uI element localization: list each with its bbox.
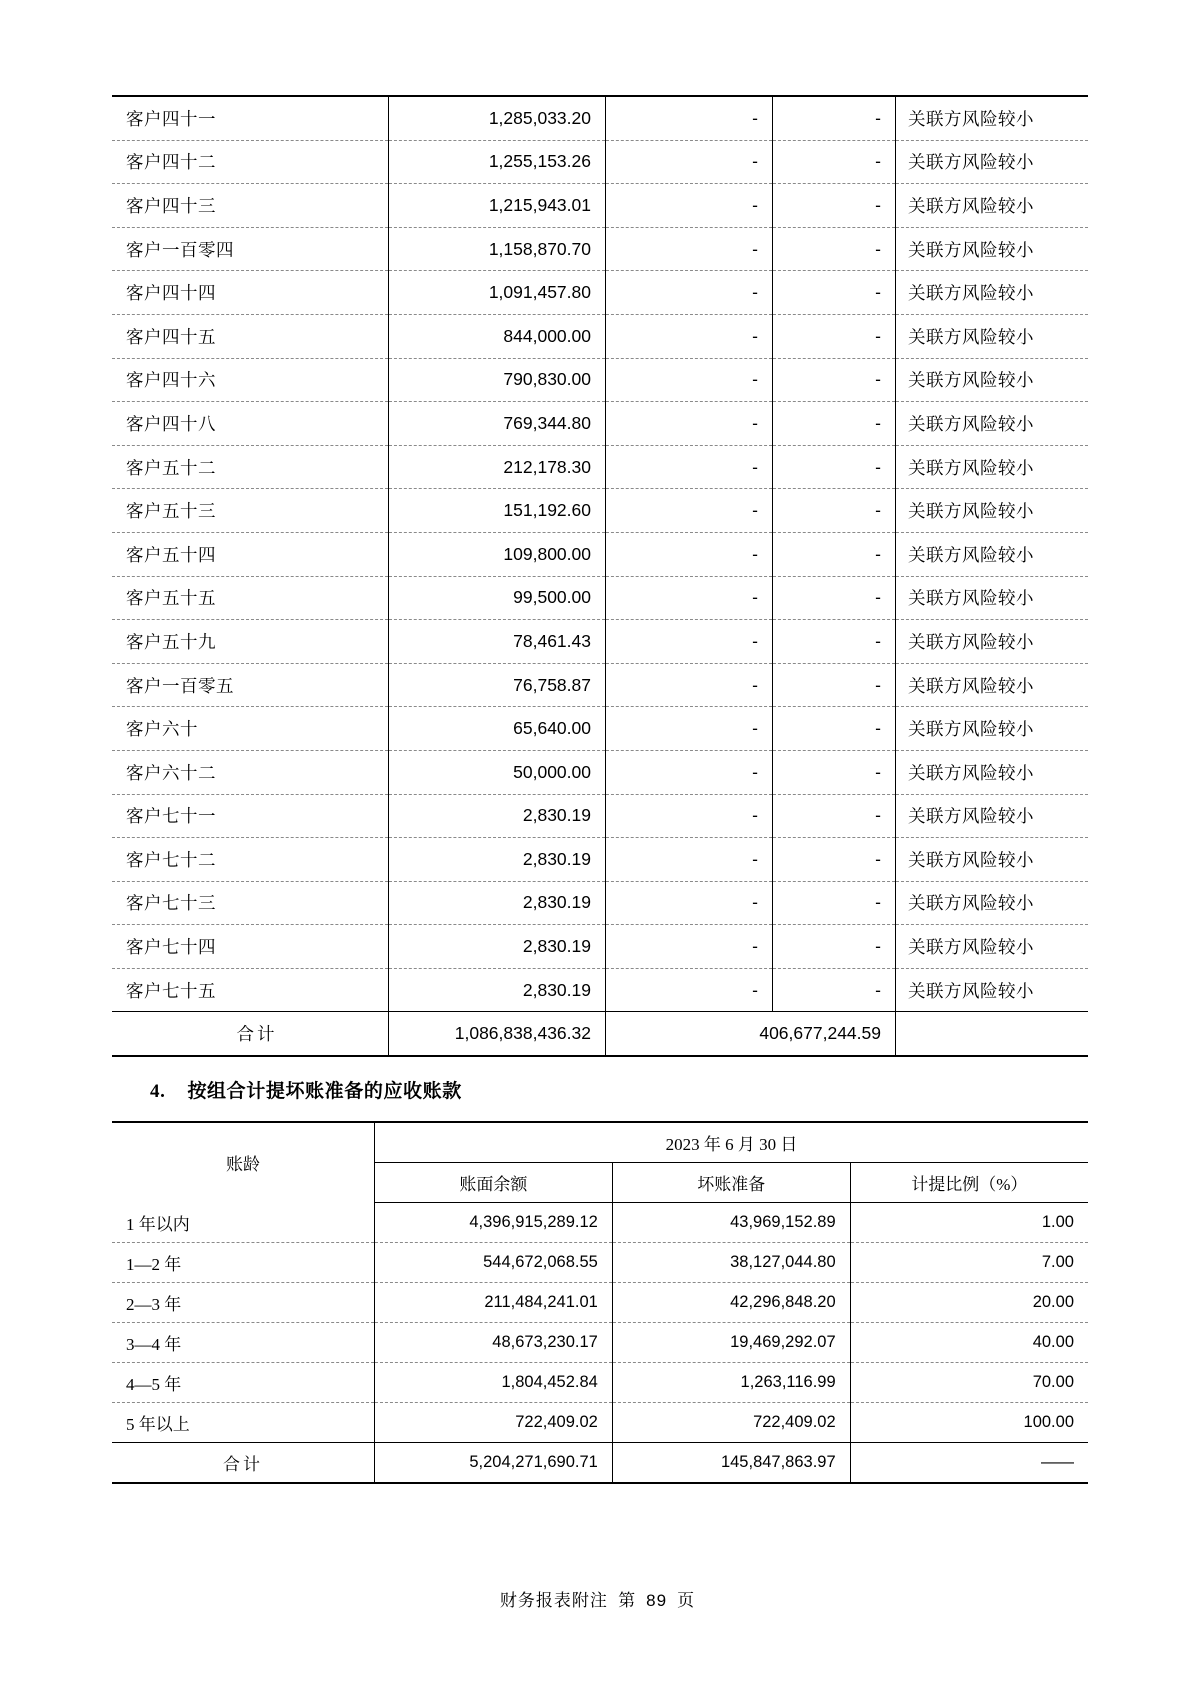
aging-bad-debt: 42,296,848.20 [612, 1283, 850, 1323]
customer-amount: 1,158,870.70 [389, 227, 606, 271]
customer-amount: 1,091,457.80 [389, 271, 606, 315]
customer-receivables-table [112, 95, 1088, 1057]
customer-col3: - [606, 576, 773, 620]
customer-amount: 65,640.00 [389, 707, 606, 751]
customer-col4: - [773, 489, 896, 533]
total-col3: 406,677,244.59 [606, 1012, 896, 1056]
table-row [112, 402, 1088, 446]
table-total-row [112, 1012, 1088, 1056]
customer-note: 关联方风险较小 [896, 576, 1089, 620]
table-row [112, 140, 1088, 184]
customer-note: 关联方风险较小 [896, 489, 1089, 533]
total-label: 合计 [112, 1443, 375, 1484]
aging-bucket: 3—4 年 [112, 1323, 375, 1363]
customer-col3: - [606, 750, 773, 794]
customer-name: 客户四十四 [112, 271, 389, 315]
customer-note: 关联方风险较小 [896, 794, 1089, 838]
aging-balance: 544,672,068.55 [375, 1243, 613, 1283]
customer-col4: - [773, 532, 896, 576]
aging-ratio: 100.00 [850, 1403, 1088, 1443]
customer-col3: - [606, 140, 773, 184]
table-row [112, 1323, 1088, 1363]
customer-name: 客户五十二 [112, 445, 389, 489]
total-bad-debt: 145,847,863.97 [612, 1443, 850, 1484]
table-row [112, 1363, 1088, 1403]
customer-amount: 790,830.00 [389, 358, 606, 402]
customer-col3: - [606, 445, 773, 489]
bad-debt-column-header: 坏账准备 [612, 1163, 850, 1203]
customer-note: 关联方风险较小 [896, 445, 1089, 489]
customer-col4: - [773, 96, 896, 140]
customer-name: 客户四十六 [112, 358, 389, 402]
aging-column-header: 账龄 [112, 1122, 375, 1203]
aging-balance: 722,409.02 [375, 1403, 613, 1443]
aging-bucket: 5 年以上 [112, 1403, 375, 1443]
aging-balance: 4,396,915,289.12 [375, 1203, 613, 1243]
customer-col4: - [773, 663, 896, 707]
ratio-column-header: 计提比例（%） [850, 1163, 1088, 1203]
aging-bucket: 1 年以内 [112, 1203, 375, 1243]
customer-amount: 1,255,153.26 [389, 140, 606, 184]
total-ratio: —— [850, 1443, 1088, 1484]
aging-bucket: 2—3 年 [112, 1283, 375, 1323]
aging-ratio: 20.00 [850, 1283, 1088, 1323]
customer-amount: 2,830.19 [389, 794, 606, 838]
customer-col3: - [606, 620, 773, 664]
customer-name: 客户四十八 [112, 402, 389, 446]
customer-col4: - [773, 881, 896, 925]
aging-header-row-1 [112, 1122, 1088, 1163]
customer-name: 客户四十三 [112, 184, 389, 228]
table-row [112, 968, 1088, 1012]
customer-col3: - [606, 881, 773, 925]
aging-bad-debt-table [112, 1121, 1088, 1484]
section-heading [112, 1076, 1088, 1103]
footer-title: 财务报表附注 [499, 1591, 608, 1610]
customer-amount: 50,000.00 [389, 750, 606, 794]
customer-note: 关联方风险较小 [896, 314, 1089, 358]
customer-name: 客户七十二 [112, 838, 389, 882]
customer-amount: 769,344.80 [389, 402, 606, 446]
total-amount: 1,086,838,436.32 [389, 1012, 606, 1056]
customer-col4: - [773, 925, 896, 969]
customer-note: 关联方风险较小 [896, 838, 1089, 882]
footer-page-suffix: 页 [677, 1591, 696, 1610]
customer-col3: - [606, 968, 773, 1012]
customer-col4: - [773, 271, 896, 315]
customer-name: 客户六十 [112, 707, 389, 751]
customer-col4: - [773, 445, 896, 489]
table-row [112, 620, 1088, 664]
customer-col3: - [606, 707, 773, 751]
table-row [112, 707, 1088, 751]
customer-note: 关联方风险较小 [896, 184, 1089, 228]
aging-ratio: 40.00 [850, 1323, 1088, 1363]
customer-note: 关联方风险较小 [896, 750, 1089, 794]
customer-col3: - [606, 925, 773, 969]
aging-balance: 48,673,230.17 [375, 1323, 613, 1363]
customer-amount: 2,830.19 [389, 838, 606, 882]
customer-note: 关联方风险较小 [896, 968, 1089, 1012]
table-row [112, 838, 1088, 882]
total-note [896, 1012, 1089, 1056]
customer-name: 客户五十三 [112, 489, 389, 533]
customer-col4: - [773, 794, 896, 838]
customer-col4: - [773, 140, 896, 184]
customer-col4: - [773, 184, 896, 228]
customer-amount: 212,178.30 [389, 445, 606, 489]
customer-name: 客户六十二 [112, 750, 389, 794]
customer-name: 客户七十五 [112, 968, 389, 1012]
page-footer [0, 1586, 1200, 1611]
customer-col3: - [606, 184, 773, 228]
table-row [112, 489, 1088, 533]
table-row [112, 881, 1088, 925]
table-row [112, 794, 1088, 838]
customer-col3: - [606, 794, 773, 838]
aging-ratio: 7.00 [850, 1243, 1088, 1283]
customer-amount: 151,192.60 [389, 489, 606, 533]
table-row [112, 532, 1088, 576]
customer-col4: - [773, 227, 896, 271]
table-row [112, 314, 1088, 358]
table-row [112, 96, 1088, 140]
customer-name: 客户四十二 [112, 140, 389, 184]
customer-col4: - [773, 358, 896, 402]
customer-col3: - [606, 96, 773, 140]
customer-col3: - [606, 532, 773, 576]
customer-note: 关联方风险较小 [896, 881, 1089, 925]
customer-col3: - [606, 838, 773, 882]
customer-col3: - [606, 402, 773, 446]
customer-amount: 1,215,943.01 [389, 184, 606, 228]
customer-note: 关联方风险较小 [896, 925, 1089, 969]
footer-page-label: 第 [618, 1591, 637, 1610]
customer-name: 客户七十四 [112, 925, 389, 969]
customer-col3: - [606, 271, 773, 315]
table-row [112, 576, 1088, 620]
customer-amount: 99,500.00 [389, 576, 606, 620]
customer-note: 关联方风险较小 [896, 532, 1089, 576]
table-row [112, 271, 1088, 315]
aging-bad-debt: 43,969,152.89 [612, 1203, 850, 1243]
customer-amount: 2,830.19 [389, 925, 606, 969]
customer-name: 客户四十五 [112, 314, 389, 358]
aging-bad-debt: 722,409.02 [612, 1403, 850, 1443]
customer-amount: 1,285,033.20 [389, 96, 606, 140]
customer-col4: - [773, 314, 896, 358]
customer-col3: - [606, 314, 773, 358]
footer-page-number: 89 [646, 1591, 668, 1610]
section-title: 按组合计提坏账准备的应收账款 [187, 1081, 462, 1103]
customer-name: 客户一百零五 [112, 663, 389, 707]
customer-note: 关联方风险较小 [896, 620, 1089, 664]
section-number: 4. [150, 1081, 166, 1103]
customer-amount: 2,830.19 [389, 881, 606, 925]
customer-col4: - [773, 576, 896, 620]
aging-bad-debt: 1,263,116.99 [612, 1363, 850, 1403]
customer-col4: - [773, 968, 896, 1012]
customer-col4: - [773, 707, 896, 751]
customer-col3: - [606, 227, 773, 271]
customer-note: 关联方风险较小 [896, 358, 1089, 402]
customer-col4: - [773, 402, 896, 446]
customer-amount: 109,800.00 [389, 532, 606, 576]
table-row [112, 1283, 1088, 1323]
aging-balance: 211,484,241.01 [375, 1283, 613, 1323]
aging-bad-debt: 19,469,292.07 [612, 1323, 850, 1363]
customer-col4: - [773, 620, 896, 664]
customer-name: 客户五十四 [112, 532, 389, 576]
table-row [112, 358, 1088, 402]
table-row [112, 663, 1088, 707]
customer-amount: 844,000.00 [389, 314, 606, 358]
customer-note: 关联方风险较小 [896, 227, 1089, 271]
customer-amount: 2,830.19 [389, 968, 606, 1012]
aging-period-header: 2023 年 6 月 30 日 [375, 1122, 1089, 1163]
table-row [112, 750, 1088, 794]
customer-col3: - [606, 663, 773, 707]
aging-table-body [112, 1122, 1088, 1483]
customer-name: 客户五十九 [112, 620, 389, 664]
customer-col3: - [606, 358, 773, 402]
customer-name: 客户五十五 [112, 576, 389, 620]
balance-column-header: 账面余额 [375, 1163, 613, 1203]
aging-ratio: 1.00 [850, 1203, 1088, 1243]
table-row [112, 925, 1088, 969]
customer-name: 客户七十一 [112, 794, 389, 838]
aging-balance: 1,804,452.84 [375, 1363, 613, 1403]
aging-ratio: 70.00 [850, 1363, 1088, 1403]
customer-amount: 78,461.43 [389, 620, 606, 664]
table-row [112, 1203, 1088, 1243]
aging-bucket: 1—2 年 [112, 1243, 375, 1283]
customer-note: 关联方风险较小 [896, 663, 1089, 707]
aging-bucket: 4—5 年 [112, 1363, 375, 1403]
table-row [112, 227, 1088, 271]
customer-col4: - [773, 838, 896, 882]
total-balance: 5,204,271,690.71 [375, 1443, 613, 1484]
customer-note: 关联方风险较小 [896, 402, 1089, 446]
table-row [112, 1403, 1088, 1443]
aging-bad-debt: 38,127,044.80 [612, 1243, 850, 1283]
customer-note: 关联方风险较小 [896, 96, 1089, 140]
table-total-row [112, 1443, 1088, 1484]
customer-col4: - [773, 750, 896, 794]
customer-amount: 76,758.87 [389, 663, 606, 707]
customer-name: 客户一百零四 [112, 227, 389, 271]
customer-name: 客户七十三 [112, 881, 389, 925]
table-row [112, 445, 1088, 489]
table-row [112, 1243, 1088, 1283]
customer-name: 客户四十一 [112, 96, 389, 140]
table-row [112, 184, 1088, 228]
customer-table-body [112, 96, 1088, 1056]
customer-note: 关联方风险较小 [896, 271, 1089, 315]
customer-col3: - [606, 489, 773, 533]
customer-note: 关联方风险较小 [896, 140, 1089, 184]
total-label: 合计 [112, 1012, 389, 1056]
customer-note: 关联方风险较小 [896, 707, 1089, 751]
